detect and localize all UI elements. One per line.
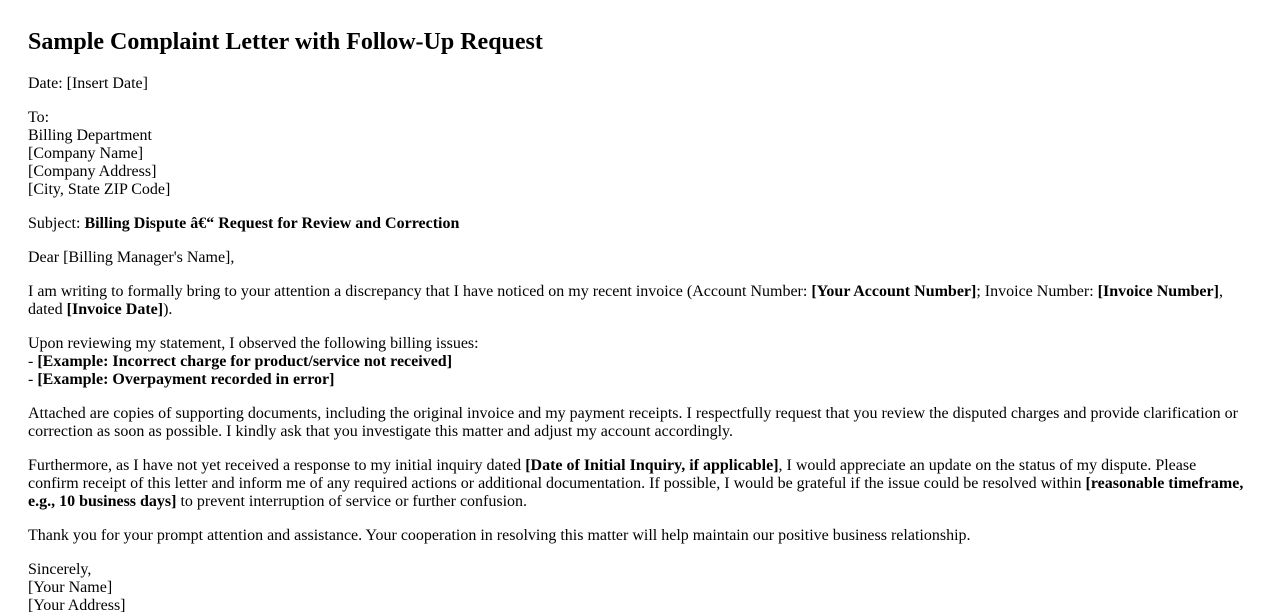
subject-label: Subject: xyxy=(28,215,85,232)
text-run: , I would appreciate an update on the status of my dispute. Please confirm receipt of this letter and inform me of any required actions or additional documentation. If possible, I would be grateful if the issue could be resolved within xyxy=(28,457,1197,492)
paragraph-billing-issues xyxy=(28,335,1250,389)
paragraph-attachments: Attached are copies of supporting documents, including the original invoice and my payment receipts. I respectfully request that you review the disputed charges and provide clarification or correction as soon as possible. I kindly ask that you investigate this matter and adjust my account accordingly. xyxy=(28,405,1238,440)
signature-address: [Your Address] xyxy=(28,597,126,614)
text-run: , dated xyxy=(28,283,1223,318)
issues-intro: Upon reviewing my statement, I observed the following billing issues: xyxy=(28,335,479,352)
list-item xyxy=(28,353,452,370)
text-run: ). xyxy=(163,301,173,318)
invoice-date-placeholder: [Invoice Date] xyxy=(66,301,164,318)
salutation: Dear [Billing Manager's Name], xyxy=(28,249,235,266)
initial-inquiry-date-placeholder: [Date of Initial Inquiry, if applicable] xyxy=(525,457,779,474)
recipient-line: [City, State ZIP Code] xyxy=(28,181,171,198)
valediction: Sincerely, xyxy=(28,561,92,578)
text-run: to prevent interruption of service or further confusion. xyxy=(176,493,528,510)
subject-text: Billing Dispute â€“ Request for Review and Correction xyxy=(84,215,460,232)
paragraph-thanks: Thank you for your prompt attention and assistance. Your cooperation in resolving this matter will help maintain our positive business relationship. xyxy=(28,527,971,544)
issue-item-text: [Example: Incorrect charge for product/service not received] xyxy=(37,353,453,370)
timeframe-placeholder: [reasonable timeframe, e.g., 10 business days] xyxy=(28,475,1244,510)
recipient-block xyxy=(28,109,1250,199)
account-number-placeholder: [Your Account Number] xyxy=(811,283,977,300)
date-line: Date: [Insert Date] xyxy=(28,75,148,92)
closing-block xyxy=(28,561,1250,615)
recipient-line: [Company Address] xyxy=(28,163,157,180)
invoice-number-placeholder: [Invoice Number] xyxy=(1097,283,1219,300)
paragraph-invoice-discrepancy xyxy=(28,283,1250,319)
paragraph-follow-up xyxy=(28,457,1250,511)
bullet-prefix: - xyxy=(28,353,38,370)
recipient-line: [Company Name] xyxy=(28,145,144,162)
bullet-prefix: - xyxy=(28,371,38,388)
text-run: I am writing to formally bring to your attention a discrepancy that I have noticed on my recent invoice (Account Number: xyxy=(28,283,812,300)
page-title: Sample Complaint Letter with Follow-Up Request xyxy=(28,29,543,55)
recipient-line: Billing Department xyxy=(28,127,152,144)
signature-name: [Your Name] xyxy=(28,579,113,596)
list-item xyxy=(28,371,334,388)
subject-line xyxy=(28,215,1250,233)
text-run: ; Invoice Number: xyxy=(976,283,1098,300)
issue-item-text: [Example: Overpayment recorded in error] xyxy=(37,371,335,388)
recipient-label: To: xyxy=(28,109,50,126)
text-run: Furthermore, as I have not yet received a response to my initial inquiry dated xyxy=(28,457,526,474)
